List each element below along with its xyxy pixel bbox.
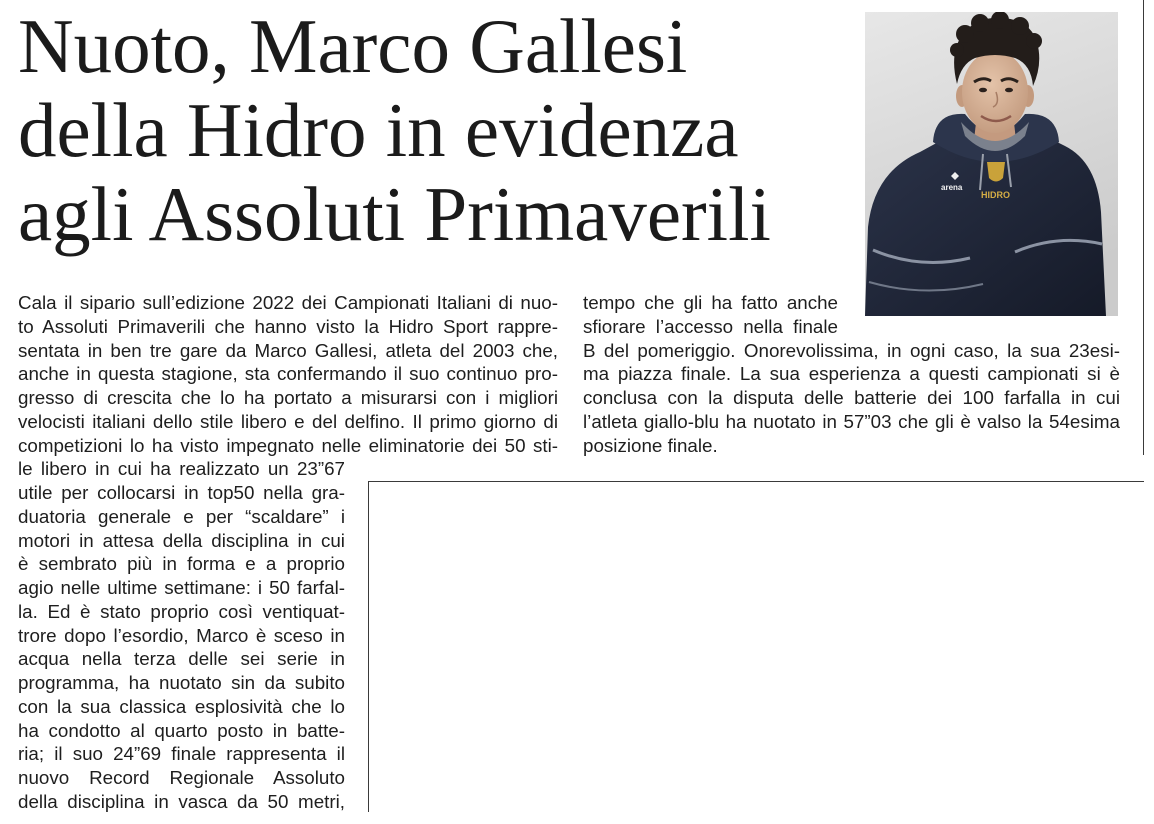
- article-line: l’atleta giallo-blu ha nuotato in 57”03 che gli è valso la 54esima: [583, 410, 1120, 432]
- article-line: ha condotto al quarto posto in batte-: [18, 719, 345, 741]
- article-line: nuovo Record Regionale Assoluto: [18, 767, 345, 788]
- article-line: gresso di crescita che lo ha portato a misurarsi con i migliori: [18, 387, 558, 408]
- article-line: programma, ha nuotato sin da subito: [18, 672, 345, 693]
- box-rule-left: [368, 481, 369, 812]
- article-line: to Assoluti Primaverili che hanno visto la Hidro Sport rappre-: [18, 315, 558, 337]
- article-line: con la sua classica esplosività che lo: [18, 695, 345, 717]
- article-line: anche in questa stagione, sta confermando il suo continuo pro-: [18, 363, 558, 385]
- article-line: tempo che gli ha fatto anche: [583, 292, 838, 313]
- article-line: è sembrato più in forma e a proprio: [18, 553, 345, 575]
- article-column-2: [583, 291, 1120, 457]
- article-column-1: [18, 291, 558, 814]
- article-line: della disciplina in vasca da 50 metri,: [18, 790, 345, 812]
- article-line: motori in attesa della disciplina in cui: [18, 529, 345, 551]
- eye: [1005, 88, 1013, 93]
- article-line: competizioni lo ha visto impegnato nelle eliminatorie dei 50 sti-: [18, 434, 558, 456]
- headline: [18, 4, 771, 256]
- article-line: acqua nella terza delle sei serie in: [18, 648, 345, 670]
- article-line: sentata in ben tre gare da Marco Gallesi, atleta del 2003 che,: [18, 339, 558, 361]
- article-line: B del pomeriggio. Onorevolissima, in ogni caso, la sua 23esi-: [583, 339, 1120, 361]
- article-line: la. Ed è stato proprio così ventiquat-: [18, 600, 345, 622]
- article-line: ma piazza finale. La sua esperienza a questi campionati si è: [583, 363, 1120, 385]
- headline-line: Nuoto, Marco Gallesi: [18, 3, 688, 89]
- article-line: velocisti italiani dello stile libero e del delfino. Il primo giorno di: [18, 410, 558, 432]
- article-line: Cala il sipario sull’edizione 2022 dei Campionati Italiani di nuo-: [18, 292, 558, 313]
- article-line: duatoria generale e per “scaldare” i: [18, 505, 345, 527]
- article-line: ria; il suo 24”69 finale rappresenta il: [18, 743, 345, 765]
- headline-line: della Hidro in evidenza: [18, 87, 739, 173]
- box-rule-top: [368, 481, 1144, 482]
- article-line: le libero in cui ha realizzato un 23”67: [18, 458, 345, 480]
- team-logo-text: HIDRO: [981, 190, 1010, 200]
- athlete-photo: [865, 12, 1118, 316]
- article-line: utile per collocarsi in top50 nella gra-: [18, 482, 345, 503]
- article-line: conclusa con la disputa delle batterie dei 100 farfalla in cui: [583, 387, 1120, 408]
- article-line: agio nelle ultime settimane: i 50 farfal-: [18, 577, 345, 598]
- athlete-photo-image: [865, 12, 1118, 316]
- eye: [979, 88, 987, 93]
- team-crest-icon: [987, 162, 1005, 182]
- article-line: trore dopo l’esordio, Marco è sceso in: [18, 624, 345, 646]
- article-line: posizione finale.: [583, 434, 718, 456]
- headline-line: agli Assoluti Primaverili: [18, 171, 771, 257]
- column-rule-right: [1143, 0, 1144, 455]
- article-line: sfiorare l’accesso nella finale: [583, 315, 838, 337]
- arena-logo-text: arena: [941, 183, 963, 192]
